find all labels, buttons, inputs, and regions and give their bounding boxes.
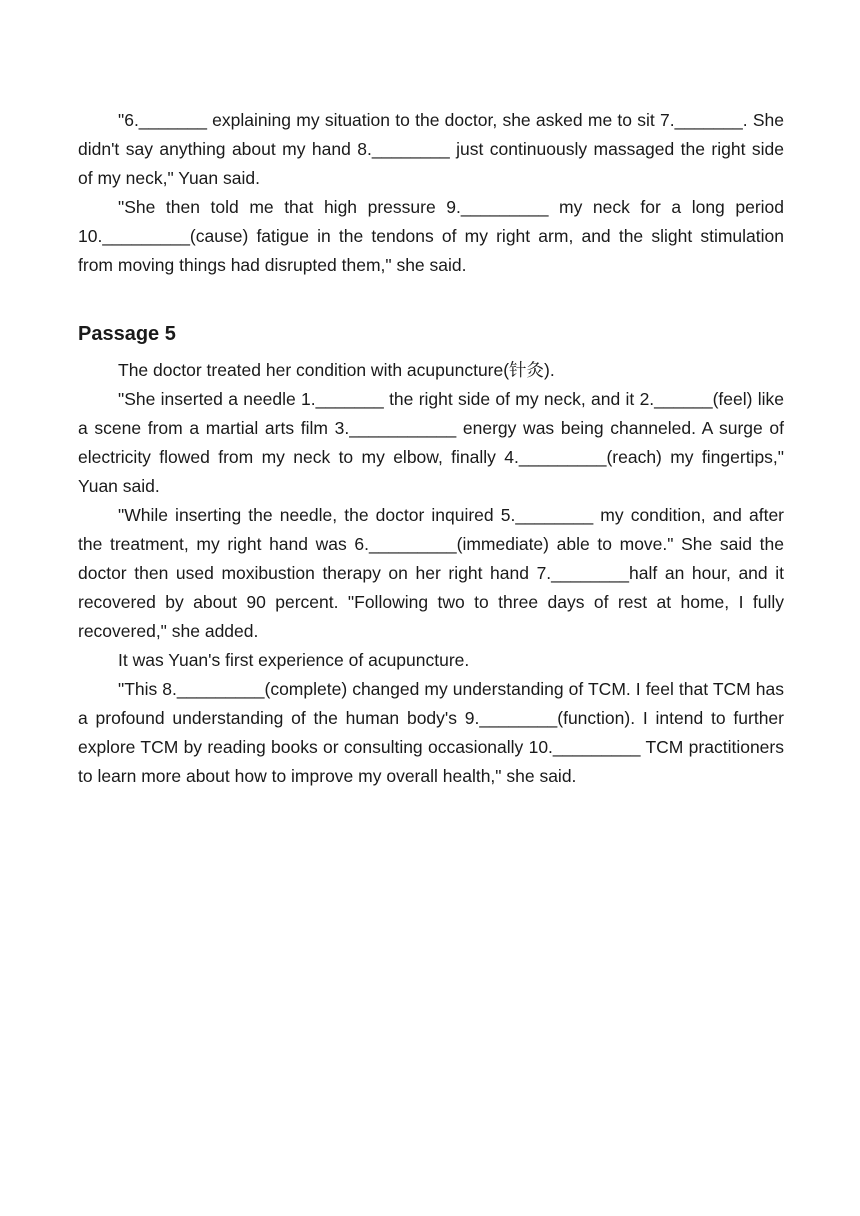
passage-4-paragraph: "6._______ explaining my situation to the doctor, she asked me to sit 7._______. She didn't say anything about my hand 8.________ just continuously massaged the right side of my neck," Yuan said.: [78, 110, 784, 188]
passage-5-paragraph: "While inserting the needle, the doctor inquired 5.________ my condition, and after the treatment, my right hand was 6._________(immediate) able to move." She said the doctor then used moxibustion therapy on her right hand 7.________half an hour, and it recovered by about 90 percent. "Following two to three days of rest at home, I fully recovered," she added.: [78, 505, 784, 641]
passage-5-paragraph: "This 8._________(complete) changed my understanding of TCM. I feel that TCM has a profound understanding of the human body's 9.________(function). I intend to further explore TCM by reading books or consulting occasionally 10._________ TCM practitioners to learn more about how to improve my overall health," she said.: [78, 679, 784, 786]
passage-5: [78, 320, 784, 791]
passage-5-paragraph: The doctor treated her condition with acupuncture(针灸).: [118, 360, 555, 380]
passage-4-paragraph: "She then told me that high pressure 9._________ my neck for a long period 10._________(cause) fatigue in the tendons of my right arm, and the slight stimulation from moving things had disrupted them," she said.: [78, 197, 784, 275]
passage-5-paragraph: It was Yuan's first experience of acupuncture.: [118, 650, 470, 670]
passage-5-paragraph: "She inserted a needle 1._______ the right side of my neck, and it 2.______(feel) like a scene from a martial arts film 3.___________ energy was being channeled. A surge of electricity flowed from my neck to my elbow, finally 4._________(reach) my fingertips," Yuan said.: [78, 389, 784, 496]
passage-4-continuation: [78, 106, 784, 280]
document-page: [78, 106, 784, 791]
passage-5-title: Passage 5: [78, 323, 176, 345]
passage-5-body: [78, 356, 784, 791]
